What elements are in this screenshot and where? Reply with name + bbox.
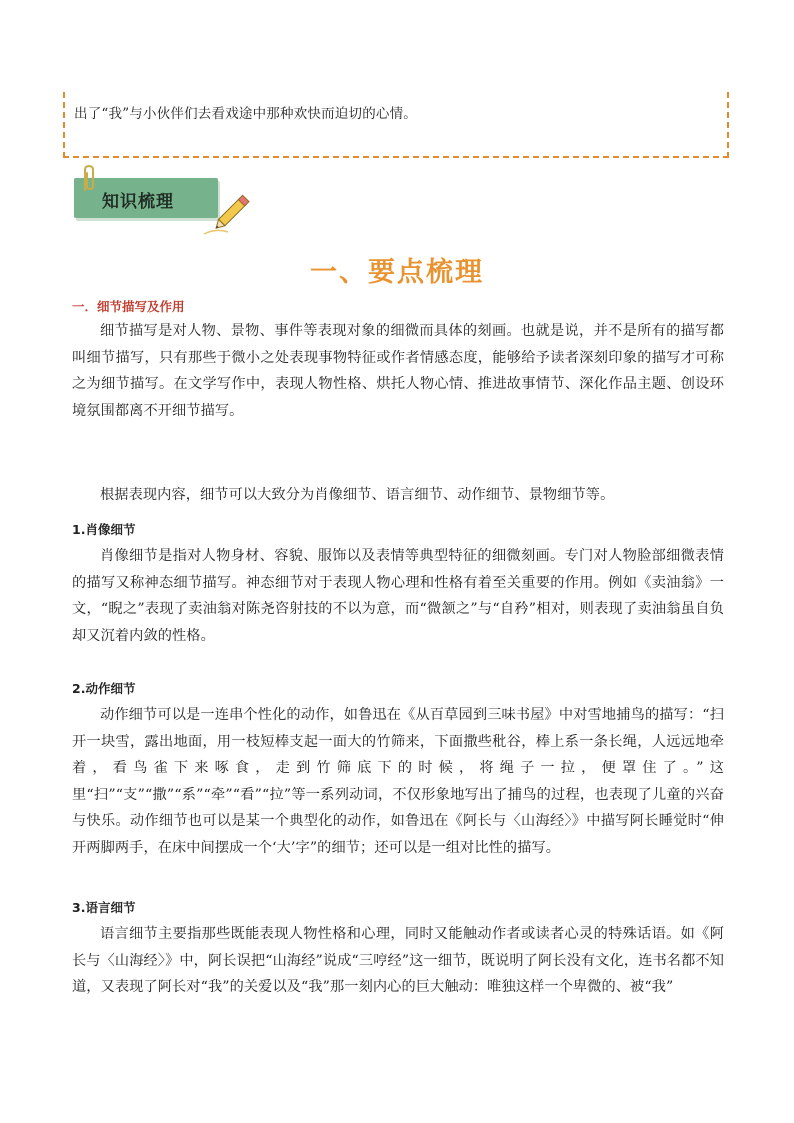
subheading-action: 2.动作细节 xyxy=(72,681,136,696)
section-tag xyxy=(74,170,264,240)
portrait-paragraph: 肖像细节是指对人物身材、容貌、服饰以及表情等典型特征的细微刻画。专门对人物脸部细微表情的描写又称神态细节描写。神态细节对于表现人物心理和性格有着至关重要的作用。例如《卖油翁》一文，“睨之”表现了卖油翁对陈尧咨射技的不以为意，而“微颔之”与“自矜”相对，则表现了卖油翁虽自负却又沉着内敛的性格。 xyxy=(72,548,724,644)
tag-label: 知识梳理 xyxy=(102,192,174,212)
classify-paragraph: 根据表现内容，细节可以大致分为肖像细节、语言细节、动作细节、景物细节等。 xyxy=(100,487,615,503)
language-paragraph: 语言细节主要指那些既能表现人物性格和心理，同时又能触动作者或读者心灵的特殊话语。如《阿长与〈山海经〉》中，阿长误把“山海经”说成“三哼经”这一细节，既说明了阿长没有文化，连书名都不知道，又表现了阿长对“我”的关爱以及“我”那一刻内心的巨大触动：唯独这样一个卑微的、被“我” xyxy=(72,926,724,995)
section-title: 一．细节描写及作用 xyxy=(72,299,185,314)
intro-paragraph: 细节描写是对人物、景物、事件等表现对象的细微而具体的刻画。也就是说，并不是所有的描写都叫细节描写，只有那些于微小之处表现事物特征或作者情感态度，能够给予读者深刻印象的描写才可称之为细节描写。在文学写作中，表现人物性格、烘托人物心情、推进故事情节、深化作品主题、创设环境氛围都离不开细节描写。 xyxy=(72,323,724,419)
excerpt-text: 出了“我”与小伙伴们去看戏途中那种欢快而迫切的心情。 xyxy=(74,106,418,122)
pencil-icon xyxy=(202,188,262,242)
subheading-portrait: 1.肖像细节 xyxy=(72,522,136,537)
excerpt-box xyxy=(63,92,729,158)
main-heading: 一、要点梳理 xyxy=(310,257,484,288)
subheading-language: 3.语言细节 xyxy=(72,900,136,915)
paperclip-icon xyxy=(78,164,100,198)
action-paragraph: 动作细节可以是一连串个性化的动作，如鲁迅在《从百草园到三味书屋》中对雪地捕鸟的描写：“扫开一块雪，露出地面，用一枝短棒支起一面大的竹筛来，下面撒些秕谷，棒上系一条长绳，人远远地牵着，看鸟雀下来啄食，走到竹筛底下的时候，将绳子一拉，便罩住了。”这里“扫”“支”“撒”“系”“牵”“看”“拉”等一系列动词，不仅形象地写出了捕鸟的过程，也表现了儿童的兴奋与快乐。动作细节也可以是某一个典型化的动作，如鲁迅在《阿长与〈山海经〉》中描写阿长睡觉时“伸开两脚两手，在床中间摆成一个‘大’字”的细节；还可以是一组对比性的描写。 xyxy=(72,707,724,856)
